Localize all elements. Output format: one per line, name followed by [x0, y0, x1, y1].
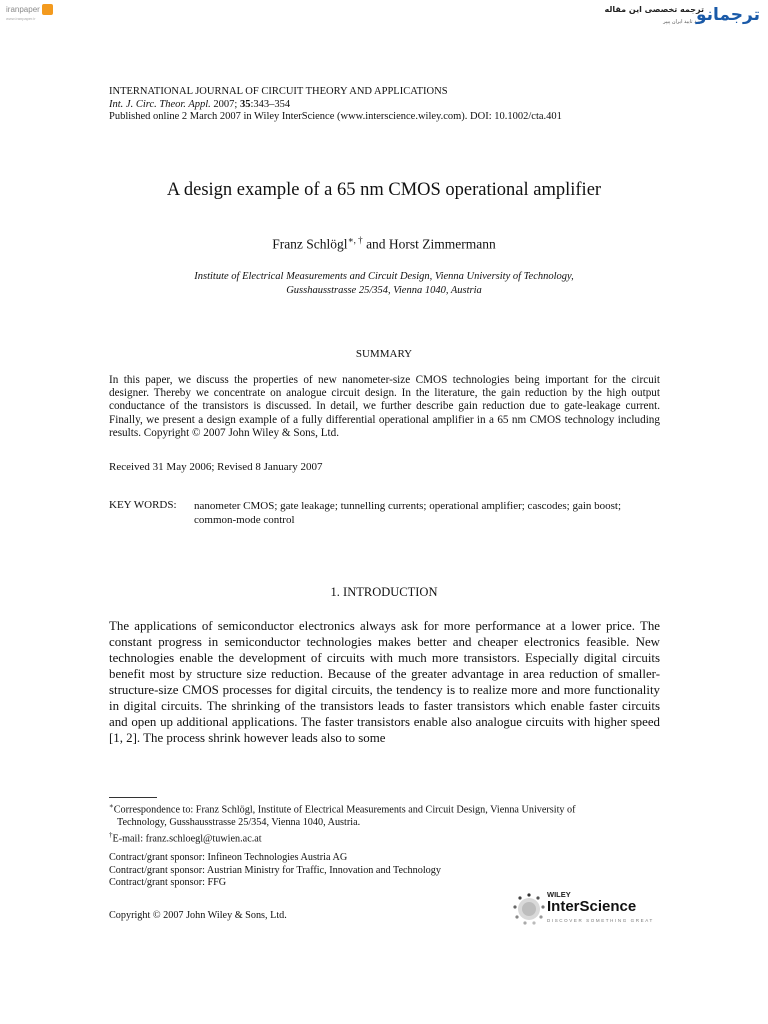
grant-sponsors [109, 852, 441, 890]
footnote-correspondence [109, 800, 660, 817]
interscience-dots-icon [512, 892, 546, 926]
journal-abbr: Int. J. Circ. Theor. Appl. [109, 98, 211, 110]
sponsor-line: Contract/grant sponsor: Infineon Technologies Austria AG [109, 852, 348, 863]
translation-line2: مورد تایید ایران پیپر [663, 19, 704, 25]
affiliation [0, 270, 768, 298]
journal-published: Published online 2 March 2007 in Wiley InterScience (www.interscience.wiley.com). DOI: 10.1002/cta.401 [109, 111, 562, 122]
footnote-corr-line1: Correspondence to: Franz Schlögl, Institute of Electrical Measurements and Circuit Design, Vienna University of [113, 804, 576, 816]
iranpaper-tagline: www.iranpaper.ir [6, 16, 36, 21]
author-marks: ∗, † [347, 235, 363, 245]
iranpaper-logo-icon [42, 4, 53, 15]
footnote-email-text: E-mail: franz.schloegl@tuwien.ac.at [112, 833, 262, 845]
iranpaper-watermark [6, 4, 53, 21]
keywords-text: nanometer CMOS; gate leakage; tunnelling currents; operational amplifier; cascodes; gain boost; common-mode control [194, 500, 622, 526]
journal-citation [109, 99, 562, 112]
footnote-email-mark: † [109, 831, 113, 840]
footnote-corr-line2: Technology, Gusshausstrasse 25/354, Vienna 1040, Austria. [117, 816, 361, 828]
affiliation-line1: Institute of Electrical Measurements and Circuit Design, Vienna University of Technology, [194, 271, 574, 282]
interscience-label: InterScience [547, 898, 637, 915]
received-dates: Received 31 May 2006; Revised 8 January 2007 [109, 461, 323, 473]
interscience-tagline: DISCOVER SOMETHING GREAT [547, 918, 654, 923]
journal-volume: 35 [239, 98, 251, 110]
author-rest: and Horst Zimmermann [362, 236, 496, 252]
sponsor-line: Contract/grant sponsor: Austrian Ministry for Traffic, Innovation and Technology [109, 864, 441, 876]
journal-name: INTERNATIONAL JOURNAL OF CIRCUIT THEORY AND APPLICATIONS [109, 86, 448, 97]
keywords-label: KEY WORDS: [109, 499, 177, 511]
translation-line1: ترجمه تخصصی این مقاله [604, 5, 704, 14]
wiley-label: WILEY [547, 890, 571, 899]
journal-year: 2007; [210, 98, 240, 110]
journal-pages: :343–354 [250, 98, 291, 110]
journal-header [109, 86, 562, 124]
wiley-interscience-logo [510, 890, 660, 930]
abstract-text: In this paper, we discuss the properties of new nanometer-size CMOS technologies being important for the circuit designer. Thereby we concentrate on analogue circuit design. In the literature, the gain reduction by the high output conductance of the transistors is discussed. In detail, we further describe gain reduction due to gate-leakage current. Finally, we present a design example of a fully differential operational amplifier in a 65 nm CMOS technology including results. Copyright © 2007 John Wiley & Sons, Ltd. [109, 374, 660, 439]
summary-heading: SUMMARY [355, 348, 413, 360]
footnote-rule [109, 797, 157, 798]
section-heading-introduction: 1. INTRODUCTION [330, 585, 438, 599]
copyright-notice: Copyright © 2007 John Wiley & Sons, Ltd. [109, 910, 287, 921]
footnotes [109, 800, 660, 846]
translation-service-logo [604, 3, 762, 33]
paper-title: A design example of a 65 nm CMOS operational amplifier [166, 180, 602, 200]
translation-brand: ترجمانو [695, 5, 760, 25]
sponsor-line: Contract/grant sponsor: FFG [109, 877, 227, 888]
footnote-corr-mark: ∗ [109, 802, 114, 810]
paper-authors [0, 235, 768, 253]
iranpaper-logo-text: iranpaper [6, 5, 40, 14]
footnote-email [109, 829, 660, 846]
affiliation-line2: Gusshausstrasse 25/354, Vienna 1040, Austria [286, 285, 482, 296]
author-first: Franz Schlögl [272, 236, 348, 252]
introduction-paragraph: The applications of semiconductor electronics always ask for more performance at a lower price. The constant progress in semiconductor technologies makes better and cheaper electronics feasible. New technologies enable the development of circuits with much more transistors. Especially digital circuits benefit most by structure size reduction. Because of the greater advantage in area reduction of smaller-structure-size CMOS processes for digital circuits, the tendency is to realize more and more functionality in digital circuits. The shrinking of the transistors leads to faster transistors which enable faster circuits and open up additional applications. The faster transistors enable also analogue circuits with higher speed [1, 2]. The process shrink however leads also to some [109, 619, 660, 745]
